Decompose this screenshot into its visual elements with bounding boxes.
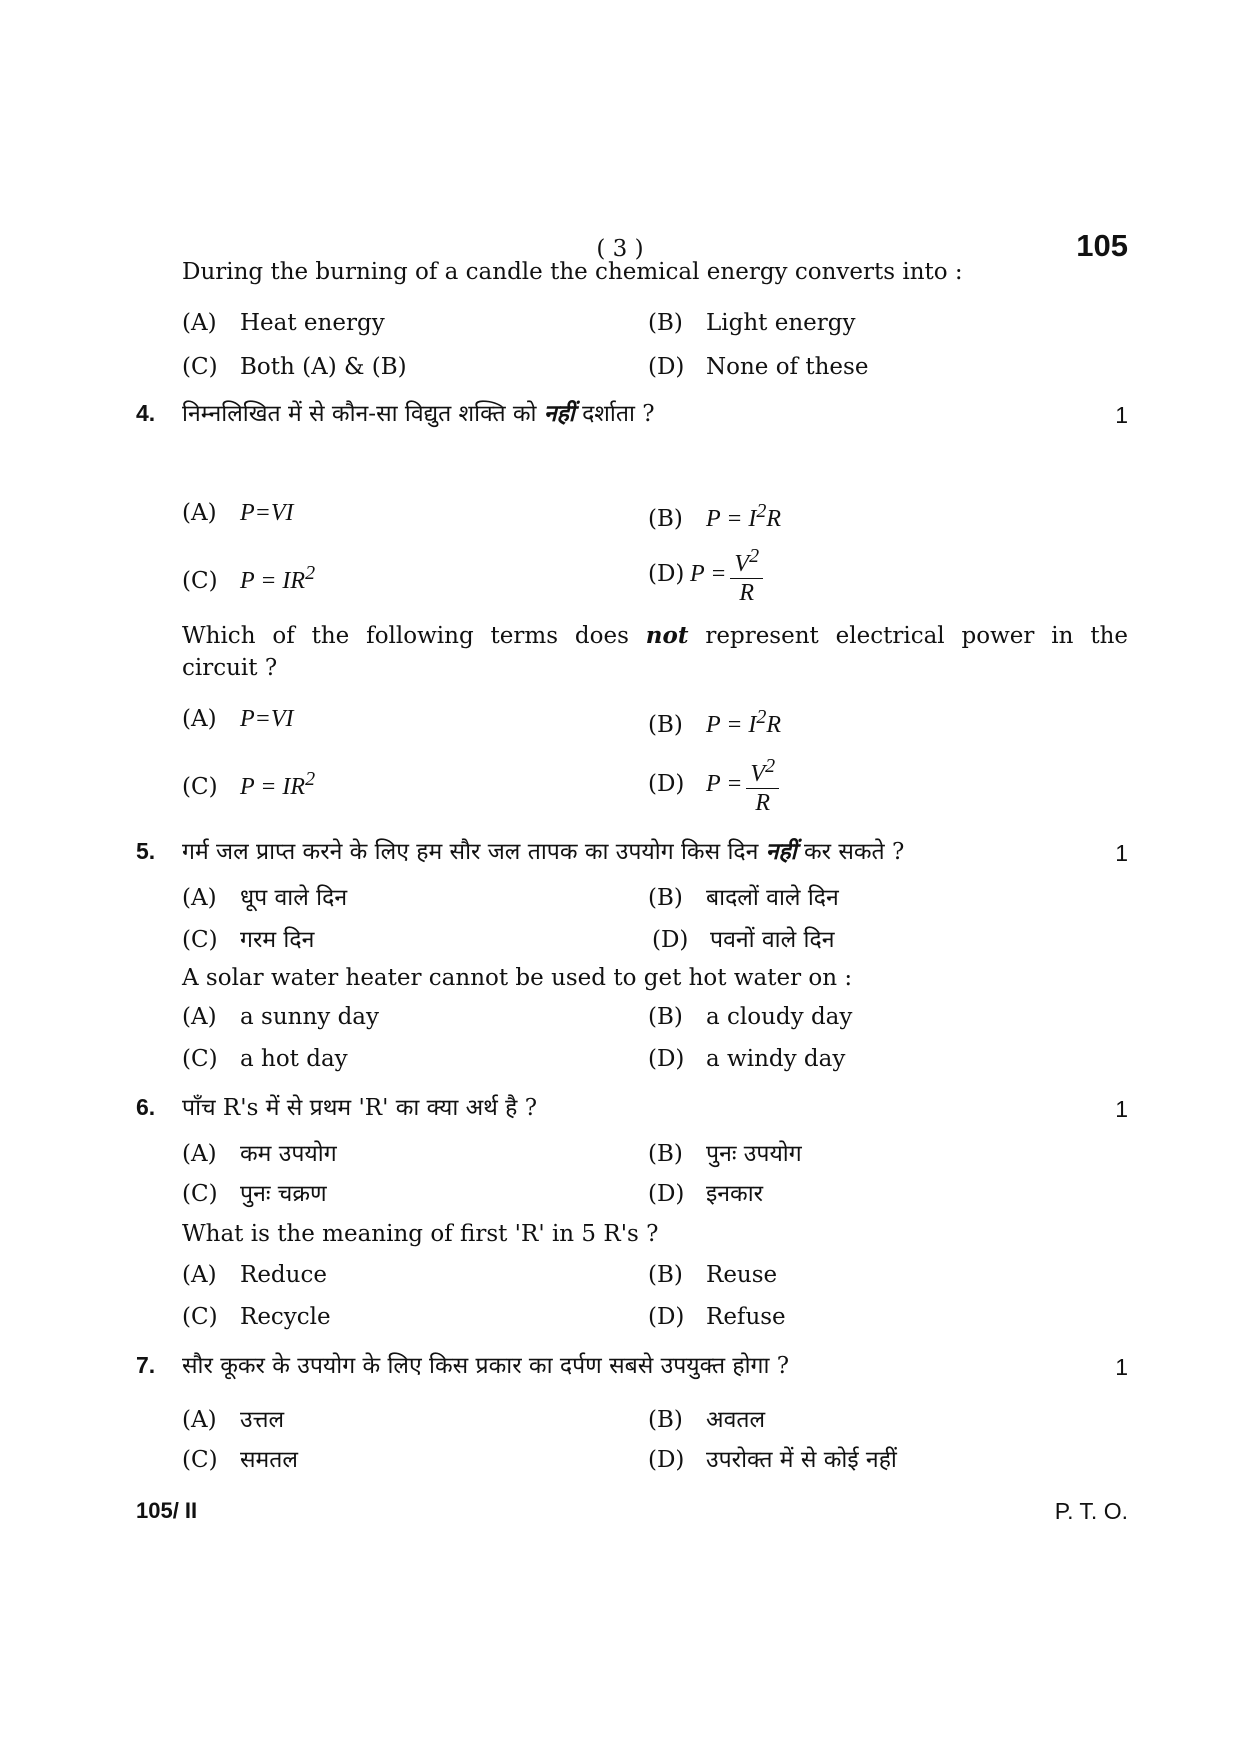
q7-hindi-text: सौर कूकर के उपयोग के लिए किस प्रकार का दर्पण सबसे उपयुक्त होगा ? — [182, 1353, 790, 1379]
q5-en-option-d — [648, 1046, 845, 1072]
option-label: (D) — [648, 1046, 685, 1072]
option-label: (A) — [182, 1004, 217, 1030]
formula-p-v2-over-r: P = $\frac{V^2}{R}$ — [706, 770, 779, 796]
q5-hindi-text — [182, 836, 1128, 868]
option-label: (D) — [648, 1304, 685, 1330]
option-label: (D) — [652, 927, 689, 953]
formula-p-ir2: $P = IR^2$ — [240, 768, 316, 800]
formula-p-vi: P=VI — [240, 706, 294, 732]
option-label: (A) — [182, 885, 217, 911]
option-label: (B) — [648, 712, 683, 738]
option-text: पवनों वाले दिन — [710, 927, 835, 953]
q4-english-part2: represent electrical power in the — [705, 623, 1129, 649]
option-text: Reuse — [706, 1262, 778, 1288]
option-text: a cloudy day — [706, 1004, 853, 1030]
q3-option-b — [648, 310, 855, 336]
q6-en-option-a — [182, 1262, 327, 1288]
formula-p-v2-over-r: P = $\frac{V^2}{R}$ — [690, 560, 763, 586]
formula-p-i2r: $P = I^2R$ — [706, 706, 782, 738]
q5-hi-option-b — [648, 880, 839, 912]
option-label: (A) — [182, 1262, 217, 1288]
option-label: (D) — [648, 771, 685, 798]
footer-pto: P. T. O. — [1054, 1498, 1128, 1524]
q4-en-option-c — [182, 768, 315, 801]
q4-number: 4. — [136, 400, 156, 426]
option-text: अवतल — [706, 1407, 766, 1433]
formula-p-i2r: $P = I^2R$ — [706, 500, 782, 532]
q5-hi-option-a — [182, 880, 347, 912]
q6-hi-option-c — [182, 1176, 327, 1208]
option-label: (B) — [648, 885, 683, 911]
option-label: (C) — [182, 354, 218, 380]
option-label: (C) — [182, 1181, 218, 1207]
q5-en-option-c — [182, 1046, 348, 1072]
option-label: (A) — [182, 310, 217, 336]
option-text: a hot day — [240, 1046, 348, 1072]
q6-hindi-text: पाँच R's में से प्रथम 'R' का क्या अर्थ है ? — [182, 1095, 538, 1121]
footer-paper-code: 105/ II — [136, 1498, 198, 1523]
q3-option-a — [182, 310, 385, 336]
q4-english-part1: Which of the following terms does — [182, 623, 629, 649]
option-label: (B) — [648, 1004, 683, 1030]
q3-english-text: During the burning of a candle the chemical energy converts into : — [182, 259, 963, 285]
option-text: Recycle — [240, 1304, 331, 1330]
q5-hindi-part1: गर्म जल प्राप्त करने के लिए हम सौर जल तापक का उपयोग किस दिन — [182, 839, 759, 865]
q4-english-text — [182, 620, 1128, 652]
q6-hi-option-d — [648, 1176, 763, 1208]
q4-en-option-d — [648, 752, 779, 817]
q7-number: 7. — [136, 1352, 156, 1378]
option-text: पुनः चक्रण — [240, 1181, 327, 1207]
q4-hindi-part2: दर्शाता ? — [582, 401, 655, 427]
option-text: Refuse — [706, 1304, 786, 1330]
q7-hi-option-a — [182, 1402, 284, 1434]
q4-hi-option-a — [182, 500, 294, 527]
q4-english-line2: circuit ? — [182, 655, 278, 681]
option-text: कम उपयोग — [240, 1141, 337, 1167]
option-label: (C) — [182, 1304, 218, 1330]
option-label: (A) — [182, 1407, 217, 1433]
q7-hi-option-c — [182, 1442, 298, 1474]
option-label: (B) — [648, 1262, 683, 1288]
page-number: ( 3 ) — [596, 236, 644, 262]
q4-hi-option-b — [648, 500, 781, 533]
option-text: a windy day — [706, 1046, 846, 1072]
option-label: (C) — [182, 927, 218, 953]
option-text: a sunny day — [240, 1004, 379, 1030]
option-text: Reduce — [240, 1262, 327, 1288]
q5-number: 5. — [136, 838, 156, 864]
q7-hi-option-b — [648, 1402, 765, 1434]
q4-hindi-emphasis: नहीं — [543, 400, 575, 427]
option-label: (B) — [648, 506, 683, 532]
option-label: (C) — [182, 1046, 218, 1072]
q6-en-option-c — [182, 1304, 331, 1330]
option-text: बादलों वाले दिन — [706, 885, 839, 911]
q4-hindi-part1: निम्नलिखित में से कौन-सा विद्युत शक्ति को — [182, 401, 537, 427]
option-label: (C) — [182, 568, 218, 594]
option-text: समतल — [240, 1447, 299, 1473]
option-text: Heat energy — [240, 310, 385, 336]
option-label: (A) — [182, 1141, 217, 1167]
q5-marks: 1 — [1115, 840, 1128, 866]
q3-option-d — [648, 354, 868, 380]
q5-hindi-part2: कर सकते ? — [803, 839, 905, 865]
q3-option-c — [182, 354, 407, 380]
option-text: Both (A) & (B) — [240, 354, 407, 380]
q5-english-text: A solar water heater cannot be used to get hot water on : — [182, 965, 853, 991]
q4-hi-option-d — [648, 542, 763, 607]
q6-number: 6. — [136, 1094, 156, 1120]
q6-english-text: What is the meaning of first 'R' in 5 R's ? — [182, 1221, 659, 1247]
option-label: (B) — [648, 310, 683, 336]
q5-hi-option-d — [652, 922, 834, 954]
q6-en-option-b — [648, 1262, 777, 1288]
q5-en-option-a — [182, 1004, 379, 1030]
option-text: इनकार — [706, 1181, 764, 1207]
q4-en-option-b — [648, 706, 781, 739]
formula-p-ir2: $P = IR^2$ — [240, 562, 316, 594]
option-label: (D) — [648, 561, 685, 588]
option-text: उपरोक्त में से कोई नहीं — [706, 1447, 897, 1473]
option-text: धूप वाले दिन — [240, 885, 348, 911]
option-text: Light energy — [706, 310, 856, 336]
option-text: गरम दिन — [240, 927, 315, 953]
formula-p-vi: P=VI — [240, 500, 294, 526]
q6-hi-option-b — [648, 1136, 802, 1168]
q6-en-option-d — [648, 1304, 786, 1330]
q7-hi-option-d — [648, 1442, 897, 1474]
q6-hi-option-a — [182, 1136, 337, 1168]
option-text: उत्तल — [240, 1407, 285, 1433]
option-label: (A) — [182, 500, 217, 526]
q6-marks: 1 — [1115, 1096, 1128, 1122]
q4-hindi-text — [182, 398, 1128, 430]
option-label: (D) — [648, 354, 685, 380]
option-label: (B) — [648, 1407, 683, 1433]
q5-en-option-b — [648, 1004, 852, 1030]
q4-en-option-a — [182, 706, 294, 733]
option-label: (D) — [648, 1447, 685, 1473]
option-label: (B) — [648, 1141, 683, 1167]
option-label: (A) — [182, 706, 217, 732]
q5-hi-option-c — [182, 922, 314, 954]
paper-code: 105 — [1076, 228, 1128, 263]
q7-marks: 1 — [1115, 1354, 1128, 1380]
option-text: पुनः उपयोग — [706, 1141, 802, 1167]
q5-hindi-emphasis: नहीं — [765, 838, 797, 865]
option-text: None of these — [706, 354, 869, 380]
q4-marks: 1 — [1115, 402, 1128, 428]
q4-english-emphasis: not — [645, 622, 689, 649]
option-label: (C) — [182, 774, 218, 800]
q4-hi-option-c — [182, 562, 315, 595]
option-label: (C) — [182, 1447, 218, 1473]
option-label: (D) — [648, 1181, 685, 1207]
